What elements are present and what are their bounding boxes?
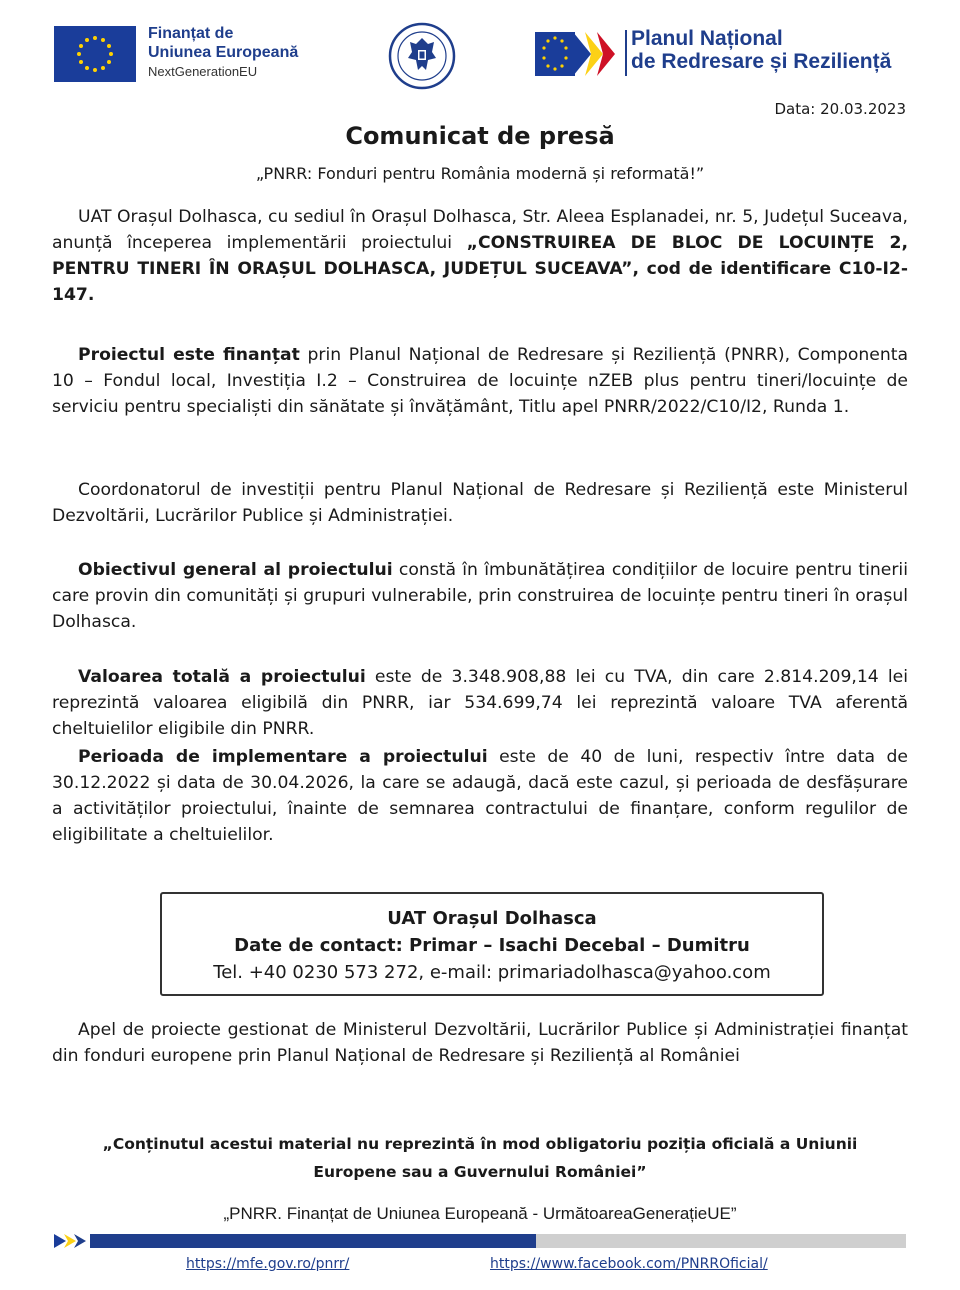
contact-details: Tel. +40 0230 573 272, e-mail: primariadolhasca@yahoo.com <box>213 962 771 983</box>
paragraph-period-text: este de 40 de luni, respectiv între data de 30.12.2022 și data de 30.04.2026, la care se adaugă, dacă este cazul, și perioada de desfășurare a activităților proiectului, înainte de semnarea contractului de finanțare, conform regulilor de eligibilitate a cheltuielilor. <box>52 747 908 845</box>
footer-bar-blue <box>90 1234 536 1248</box>
press-release-date: Data: 20.03.2023 <box>774 100 906 118</box>
link-facebook[interactable]: https://www.facebook.com/PNRROficial/ <box>490 1256 768 1272</box>
disclaimer-line2: Europene sau a Guvernului României” <box>313 1163 647 1181</box>
tagline: „PNRR. Finanțat de Uniunea Europeană - UrmătoareaGenerațieUE” <box>223 1204 737 1223</box>
paragraph-value <box>52 664 908 742</box>
paragraph-objective <box>52 557 908 635</box>
link-mfe[interactable]: https://mfe.gov.ro/pnrr/ <box>186 1256 350 1272</box>
eu-funding-line2: Uniunea Europeană <box>148 44 299 61</box>
paragraph-call <box>52 1017 908 1069</box>
paragraph-objective-lead: Obiectivul general al proiectului <box>78 560 393 580</box>
eu-funding-label <box>148 24 298 81</box>
pnrr-logo-icon <box>535 26 621 82</box>
pnrr-logo-line1: Planul Național <box>631 27 783 50</box>
pnrr-logo-label <box>631 27 891 73</box>
footer-bar <box>54 1234 906 1248</box>
eu-funding-line3: NextGenerationEU <box>148 64 258 79</box>
contact-person: Date de contact: Primar – Isachi Decebal – Dumitru <box>234 935 750 956</box>
footer-bar-grey <box>536 1234 906 1248</box>
paragraph-financing <box>52 342 908 420</box>
paragraph-coordinator-text: Coordonatorul de investiții pentru Planul Național de Redresare și Reziliență este Ministerul Dezvoltării, Lucrărilor Publice și Administrației. <box>52 480 908 526</box>
eu-flag-icon <box>54 26 136 82</box>
disclaimer <box>60 1130 900 1186</box>
paragraph-period <box>52 744 908 848</box>
pnrr-divider <box>625 30 627 76</box>
paragraph-period-lead: Perioada de implementare a proiectului <box>78 747 488 767</box>
paragraph-intro-project: „CONSTRUIREA DE BLOC DE LOCUINȚE 2, PENTRU TINERI ÎN ORAȘUL DOLHASCA, JUDEȚUL SUCEAVA”, cod de identificare C10-I2-147. <box>52 233 908 305</box>
page-subtitle: „PNRR: Fonduri pentru România modernă și reformată!” <box>255 164 705 183</box>
eu-funding-line1: Finanțat de <box>148 25 234 42</box>
footer-arrow-icon <box>54 1234 94 1248</box>
romanian-government-seal-icon <box>388 22 456 90</box>
paragraph-value-text: este de 3.348.908,88 lei cu TVA, din care 2.814.209,14 lei reprezintă valoarea eligibilă din PNRR, iar 534.699,74 lei reprezintă valoare TVA aferentă cheltuielilor eligibile din PNRR. <box>52 667 908 739</box>
page-title: Comunicat de presă <box>345 122 615 150</box>
contact-org: UAT Orașul Dolhasca <box>387 908 597 929</box>
paragraph-coordinator <box>52 477 908 529</box>
paragraph-value-lead: Valoarea totală a proiectului <box>78 667 366 687</box>
paragraph-intro <box>52 204 908 308</box>
paragraph-objective-text: constă în îmbunătățirea condițiilor de locuire pentru tinerii care provin din comunități și grupuri vulnerabile, prin construirea de locuințe pentru tineri în orașul Dolhasca. <box>52 560 908 632</box>
contact-box <box>160 892 824 996</box>
paragraph-financing-lead: Proiectul este finanțat <box>78 345 300 365</box>
pnrr-logo-line2: de Redresare și Reziliență <box>631 50 892 73</box>
paragraph-call-text: Apel de proiecte gestionat de Ministerul Dezvoltării, Lucrărilor Publice și Administrației finanțat din fonduri europene prin Planul Național de Redresare și Reziliență al României <box>52 1020 908 1066</box>
disclaimer-line1: „Conținutul acestui material nu reprezintă în mod obligatoriu poziția oficială a Uniunii <box>102 1135 858 1153</box>
paragraph-financing-text: prin Planul Național de Redresare și Reziliență (PNRR), Componenta 10 – Fondul local, Investiția I.2 – Construirea de locuințe nZEB plus pentru tineri/locuințe de serviciu pentru specialiști din sănătate și învățământ, Titlu apel PNRR/2022/C10/I2, Runda 1. <box>52 345 908 417</box>
paragraph-intro-text: UAT Orașul Dolhasca, cu sediul în Orașul Dolhasca, Str. Aleea Esplanadei, nr. 5, Județul Suceava, anunță începerea implementării proiectului <box>52 207 908 253</box>
